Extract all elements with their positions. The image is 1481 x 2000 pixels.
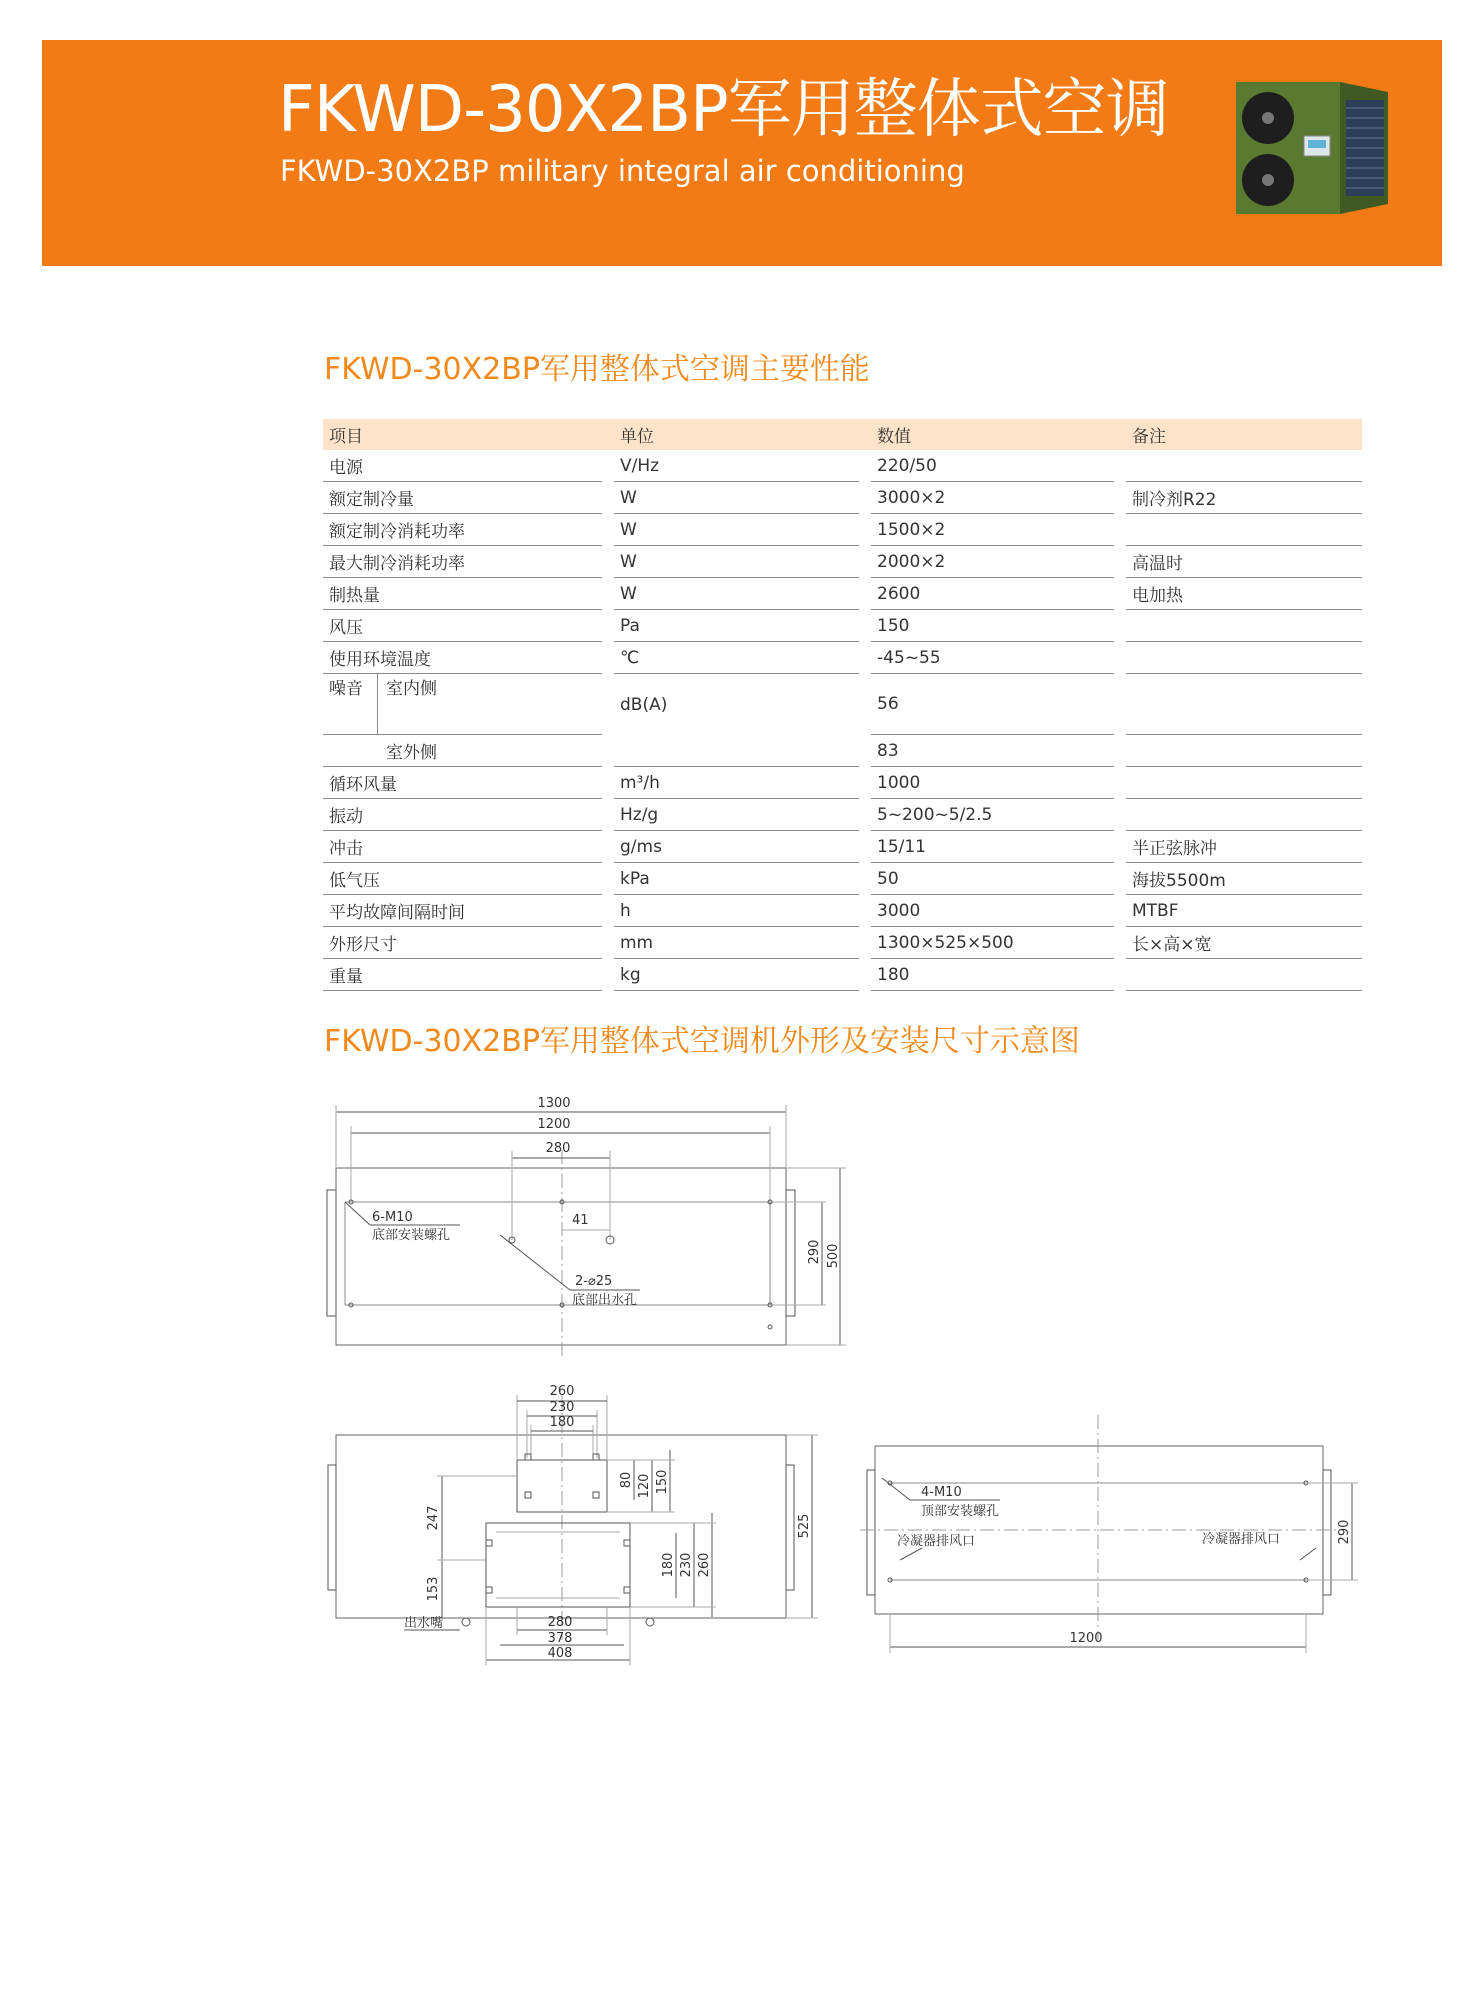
drawing-section-title: FKWD-30X2BP军用整体式空调机外形及安装尺寸示意图	[324, 1024, 1080, 1059]
product-photo	[1228, 78, 1400, 218]
table-row: 额定制冷量 W 3000×2 制冷剂R22	[323, 482, 1362, 514]
table-row: 电源 V/Hz 220/50	[323, 450, 1362, 482]
dim-260-right: 260	[697, 1552, 712, 1578]
condenser-exhaust-right: 冷凝器排风口	[1202, 1532, 1281, 1547]
drain-hole-desc: 底部出水孔	[572, 1293, 638, 1308]
spec-table-header	[323, 419, 1362, 450]
header-item: 项目	[323, 419, 602, 450]
table-row: 最大制冷消耗功率 W 2000×2 高温时	[323, 546, 1362, 578]
condenser-exhaust-left: 冷凝器排风口	[897, 1534, 976, 1549]
table-row: 使用环境温度 ℃ -45~55	[323, 642, 1362, 674]
table-row: 低气压 kPa 50 海拔5500m	[323, 863, 1362, 895]
drain-hole-label: 2-⌀25	[575, 1274, 613, 1289]
m10-label: 6-M10	[372, 1210, 413, 1225]
dim-500: 500	[826, 1243, 841, 1269]
dim-408: 408	[547, 1646, 573, 1661]
dim-180-right: 180	[661, 1552, 676, 1578]
noise-indoor-label: 室内侧	[386, 679, 437, 699]
side-view	[860, 1415, 1358, 1653]
dim-120: 120	[637, 1473, 652, 1499]
side-dim-290: 290	[1337, 1519, 1352, 1545]
table-row: 额定制冷消耗功率 W 1500×2	[323, 514, 1362, 546]
top-m10-desc: 顶部安装螺孔	[921, 1504, 1000, 1519]
dim-378: 378	[547, 1631, 573, 1646]
water-outlet-label: 出水嘴	[404, 1616, 444, 1631]
top-m10-label: 4-M10	[921, 1485, 962, 1500]
table-row: 制热量 W 2600 电加热	[323, 578, 1362, 610]
table-row: 循环风量 m³/h 1000	[323, 767, 1362, 799]
dim-290: 290	[807, 1239, 822, 1265]
noise-divider	[377, 674, 378, 734]
spec-table	[323, 419, 1362, 991]
dim-280: 280	[545, 1141, 571, 1156]
table-row: 重量 kg 180	[323, 959, 1362, 991]
table-row: 振动 Hz/g 5~200~5/2.5	[323, 799, 1362, 831]
dim-1200: 1200	[537, 1117, 571, 1132]
front-view	[328, 1395, 818, 1665]
table-row-noise-indoor: 噪音 室内侧 dB(A) 56	[323, 674, 1362, 735]
table-row: 外形尺寸 mm 1300×525×500 长×高×宽	[323, 927, 1362, 959]
dim-153: 153	[426, 1576, 441, 1602]
table-row-noise-outdoor: 室外侧 83	[323, 735, 1362, 767]
noise-label: 噪音	[329, 679, 363, 699]
dim-260-top: 260	[549, 1384, 575, 1399]
dim-80: 80	[619, 1471, 634, 1489]
dim-230-right: 230	[679, 1552, 694, 1578]
m10-desc: 底部安装螺孔	[372, 1228, 451, 1243]
table-row: 风压 Pa 150	[323, 610, 1362, 642]
header-value: 数值	[871, 419, 1114, 450]
table-row: 平均故障间隔时间 h 3000 MTBF	[323, 895, 1362, 927]
page-title: FKWD-30X2BP军用整体式空调	[278, 73, 1169, 147]
side-dim-1200: 1200	[1069, 1631, 1103, 1646]
noise-outdoor-label: 室外侧	[386, 743, 437, 763]
header-note: 备注	[1126, 419, 1362, 450]
dim-1300: 1300	[537, 1096, 571, 1111]
dim-280-bottom: 280	[547, 1615, 573, 1630]
header-unit: 单位	[614, 419, 859, 450]
dim-230-top: 230	[549, 1400, 575, 1415]
spec-section-title: FKWD-30X2BP军用整体式空调主要性能	[324, 352, 870, 387]
dim-150: 150	[655, 1469, 670, 1495]
dim-180-top: 180	[549, 1415, 575, 1430]
dim-525: 525	[797, 1513, 812, 1539]
table-row: 冲击 g/ms 15/11 半正弦脉冲	[323, 831, 1362, 863]
top-view	[327, 1105, 846, 1360]
page-subtitle: FKWD-30X2BP military integral air conditioning	[280, 154, 965, 188]
dim-41: 41	[572, 1213, 589, 1228]
dim-247: 247	[426, 1505, 441, 1531]
